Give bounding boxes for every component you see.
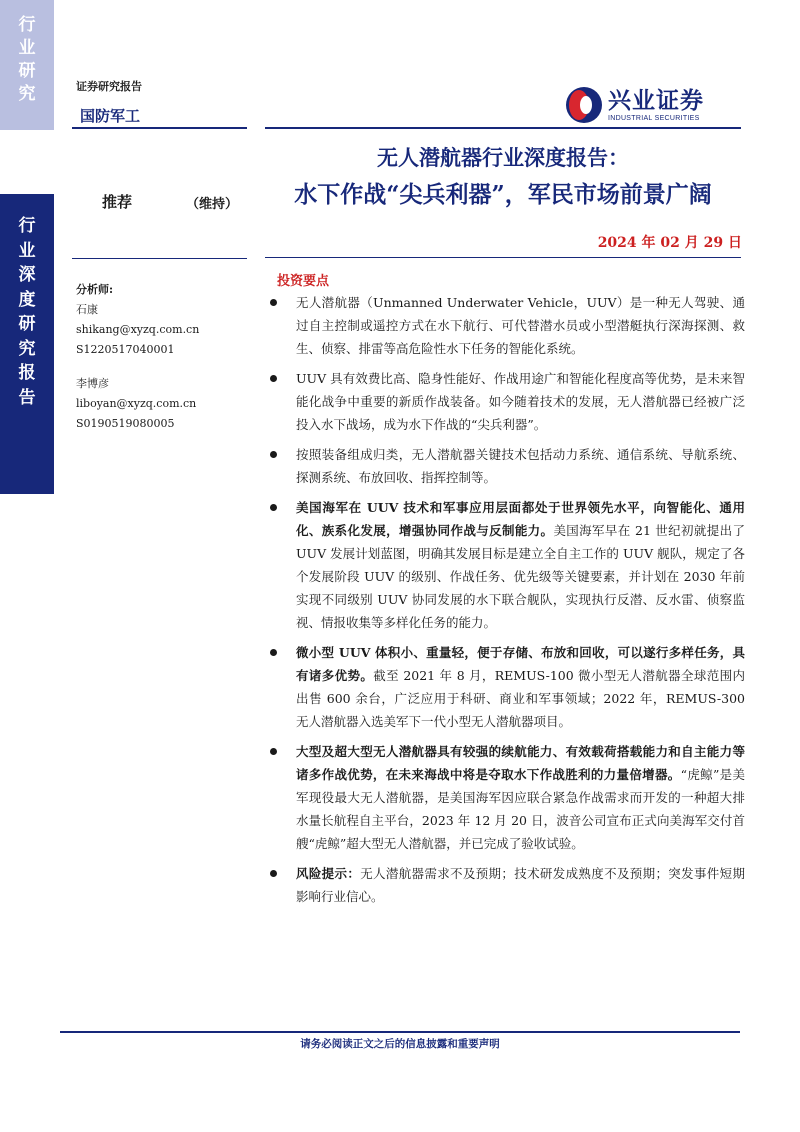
analyst-cert: S0190519080005 [76,417,175,430]
sidebar-char: 业 [18,240,36,261]
bullet-icon [270,375,277,382]
analyst-block [76,280,199,434]
sidebar-band-bottom [0,194,54,494]
sidebar-char: 业 [18,38,36,58]
rating-note: （维持） [186,197,239,212]
bullet-text: 按照装备组成归类，无人潜航器关键技术包括动力系统、通信系统、导航系统、探测系统、布放回收、指挥控制等。 [296,447,745,485]
sidebar-char: 行 [18,216,36,236]
bullet-icon [270,504,277,511]
divider [265,257,741,258]
logo-name-en: INDUSTRIAL SECURITIES [608,114,700,122]
list-item [270,367,745,436]
list-item [270,862,745,908]
sidebar-char: 究 [18,338,36,359]
sidebar-char: 告 [18,387,36,408]
bullet-icon [270,451,277,458]
divider [72,127,247,129]
sidebar-band-top [0,0,54,130]
bullet-lead: 风险提示： [296,866,361,881]
sidebar-char: 究 [18,84,36,104]
sidebar-char: 研 [18,61,36,81]
doc-type: 证券研究报告 [76,80,142,93]
logo-mark-icon [566,87,602,123]
report-title-line1: 无人潜航器行业深度报告： [377,145,629,170]
sidebar-char: 研 [18,314,36,334]
bullet-text: 无人潜航器需求不及预期；技术研发成熟度不及预期；突发事件短期影响行业信心。 [296,866,745,904]
key-points-list [270,291,745,915]
bullet-lead: 大型及超大型无人潜航器具有较强的续航能力、有效载荷搭载能力和自主能力等诸多作战优势，在未来海战中将是夺取水下作战胜利的力量倍增器。 [296,744,745,782]
report-date: 2024 年 02 月 29 日 [597,235,742,251]
analyst-name: 石康 [76,303,98,316]
list-item [270,740,745,855]
sidebar-char: 报 [18,363,36,383]
rating-label: 推荐 [102,193,133,211]
analyst-email[interactable]: shikang@xyzq.com.cn [76,323,200,336]
sector-name: 国防军工 [80,107,141,125]
bullet-icon [270,299,277,306]
bullet-text: 截至 2021 年 8 月，REMUS-100 微小型无人潜航器全球范围内出售 600 余台，广泛应用于科研、商业和军事领域；2022 年，REMUS-300 无人潜航器入选美军下一代小型无人潜航器项目。 [296,668,745,729]
bullet-icon [270,748,277,755]
sidebar-char: 行 [18,15,36,35]
sidebar-char: 深 [18,265,36,285]
bullet-text: “虎鲸”是美军现役最大无人潜航器，是美国海军因应联合紧急作战需求而开发的一种超大排水量长航程自主平台，2023 年 12 月 20 日，波音公司宣布正式向美海军交付首艘“虎鲸”超大型无人潜航器，并已完成了验收试验。 [296,767,745,851]
bullet-lead: 微小型 UUV 体积小、重量轻，便于存储、布放和回收，可以遂行多样任务，具有诸多优势。 [296,645,745,683]
sidebar-bottom-label [0,214,54,410]
footer-disclaimer: 请务必阅读正文之后的信息披露和重要声明 [300,1038,500,1050]
company-logo [566,84,704,126]
report-title-line2: 水下作战“尖兵利器”，军民市场前景广阔 [294,181,712,208]
analyst-cert: S1220517040001 [76,343,175,356]
divider [72,258,247,259]
list-item [270,291,745,360]
bullet-lead: 美国海军在 UUV 技术和军事应用层面都处于世界领先水平，向智能化、通用化、族系化发展，增强协同作战与反制能力。 [296,500,745,538]
bullet-text: 无人潜航器（Unmanned Underwater Vehicle，UUV）是一种无人驾驶、通过自主控制或遥控方式在水下航行、可代替潜水员或小型潜艇执行深海探测、救生、侦察、排雷等高危险性水下任务的智能化系统。 [296,295,745,356]
bullet-text: UUV 具有效费比高、隐身性能好、作战用途广和智能化程度高等优势，是未来智能化战争中重要的新质作战装备。如今随着技术的发展，无人潜航器已经被广泛投入水下战场，成为水下作战的“尖兵利器”。 [296,371,745,432]
analyst-label: 分析师: [76,283,114,296]
list-item [270,443,745,489]
divider [265,127,741,129]
list-item [270,641,745,733]
sidebar-char: 度 [18,289,36,310]
analyst-email[interactable]: liboyan@xyzq.com.cn [76,397,197,410]
list-item [270,496,745,634]
logo-name-cn: 兴业证券 [608,86,704,114]
bullet-icon [270,870,277,877]
sidebar-top-label [0,14,54,106]
key-points-label: 投资要点 [277,274,330,289]
divider [60,1031,740,1033]
bullet-icon [270,649,277,656]
bullet-text: 美国海军早在 21 世纪初就提出了 UUV 发展计划蓝图，明确其发展目标是建立全自主工作的 UUV 舰队，规定了各个发展阶段 UUV 的级别、作战任务、优先级等关键要素，并计划在 2030 年前实现不同级别 UUV 协同发展的水下联合舰队，实现执行反潜、反水雷、侦察监视、情报收集等多样化任务的能力。 [296,523,745,630]
analyst-name: 李博彦 [76,377,109,390]
